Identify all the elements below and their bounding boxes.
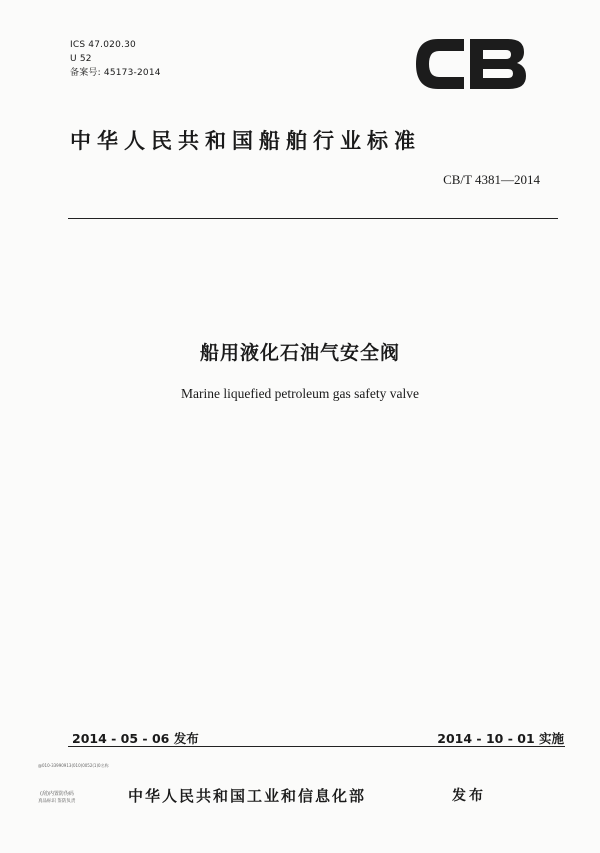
ics-code: ICS 47.020.30: [70, 40, 136, 50]
top-divider: [68, 218, 558, 219]
anti-counterfeit-code: @010-33990913(010)0052(1)0名称: [38, 763, 109, 768]
publish-label: 发布: [452, 788, 486, 804]
publish-date: 2014 - 05 - 06 发布: [72, 731, 199, 746]
document-title-en: Marine liquefied petroleum gas safety valve: [180, 386, 420, 401]
anti-counterfeit-note: 真品标识 鉴防负责: [38, 799, 76, 804]
cb-logo: [408, 34, 530, 94]
document-title-zh: 船用液化石油气安全阀: [199, 342, 400, 364]
record-number: 备案号: 45173-2014: [70, 68, 161, 78]
anti-counterfeit-label: (刮)内置防伪码: [40, 791, 74, 797]
classification-code: U 52: [70, 54, 92, 64]
implement-date: 2014 - 10 - 01 实施: [437, 731, 564, 746]
standard-type-title: 中华人民共和国船舶行业标准: [70, 129, 421, 153]
bottom-divider: [68, 746, 565, 747]
issuing-authority: 中华人民共和国工业和信息化部: [128, 787, 367, 805]
standard-code: CB/T 4381—2014: [443, 172, 540, 187]
